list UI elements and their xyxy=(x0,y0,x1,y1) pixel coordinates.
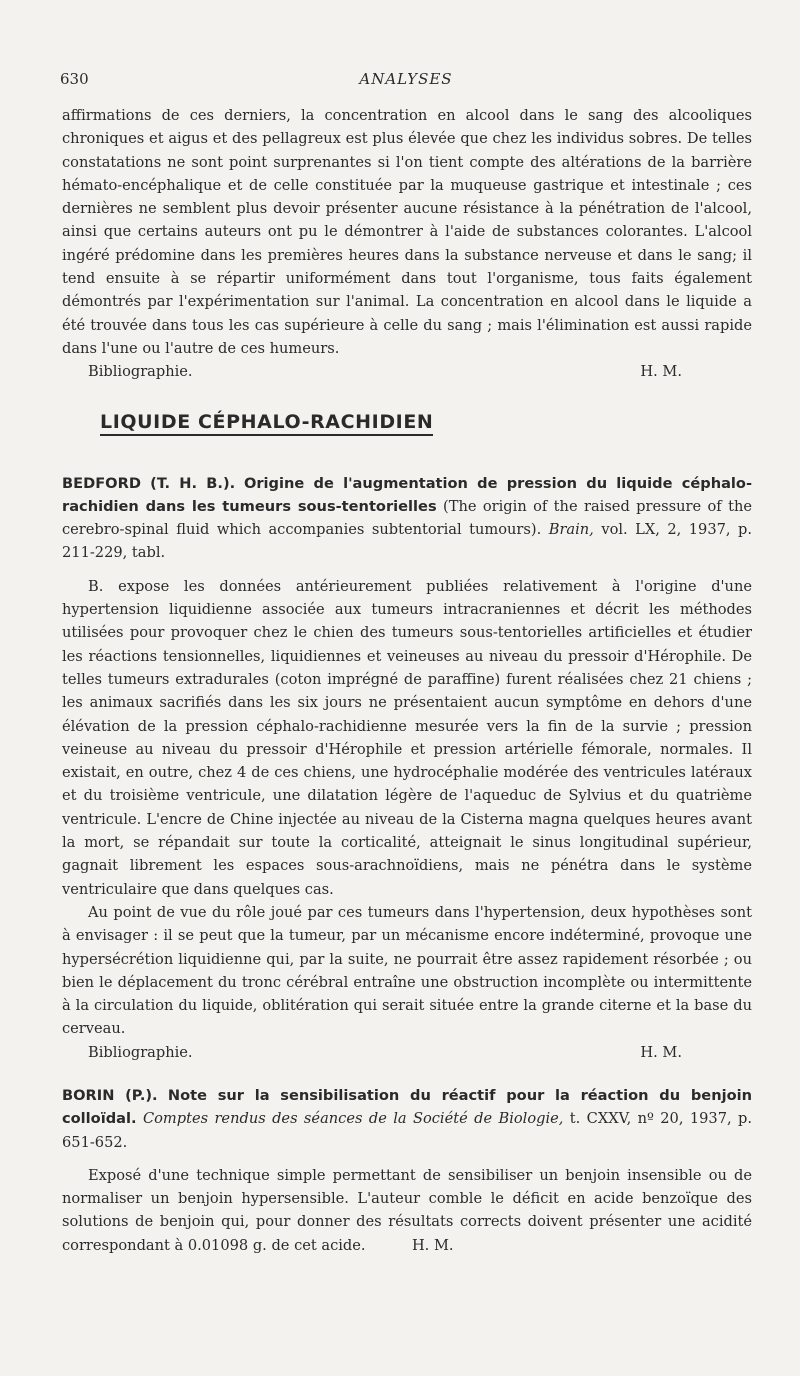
entry-borin-paragraph xyxy=(62,1164,752,1257)
intro-signature: H. M. xyxy=(640,363,682,381)
entry-borin-signature: H. M. xyxy=(411,1236,454,1254)
entry-borin-text: Exposé d'une technique simple permettant de sensibiliser un benjoin insensible ou de normaliser un benjoin hypersensible. L'auteur comble le déficit en acide benzoïque des solutions de benjoin qui, pour donner des résultats corrects doivent présenter une acidité correspondant à 0.01098 g. de cet acide. xyxy=(62,1166,752,1254)
entry-bedford-header xyxy=(62,472,752,565)
entry-borin-header xyxy=(62,1084,752,1154)
entry-title: Origine de l'augmentation de pression du liquide céphalo-rachidien dans les tumeurs sous-tentorielles xyxy=(62,474,753,515)
entry-bedford-paragraph-1: B. expose les données antérieurement publiées relativement à l'origine d'une hypertension liquidienne associée aux tumeurs intracraniennes et décrit les méthodes utilisées pour provoquer chez le chien des tumeurs sous-tentorielles artificielles et étudier les réactions tensionnelles, liquidiennes et veineuses au niveau du pressoir d'Hérophile. De telles tumeurs extradurales (coton imprégné de paraffine) furent réalisées chez 21 chiens ; les animaux sacrifiés dans les six jours ne présentaient aucun symptôme en dehors d'une élévation de la pression céphalo-rachidienne mesurée vers la fin de la survie ; pression veineuse au niveau du pressoir d'Hérophile et pression artérielle fémorale, normales. Il existait, en outre, chez 4 de ces chiens, une hydrocéphalie modérée des ventricules latéraux et du troisième ventricule, une dilatation légère de l'aqueduc de Sylvius et du quatrième ventricule. L'encre de Chine injectée au niveau de la Cisterna magna quelques heures avant la mort, se répandait sur toute la corticalité, atteignait le sinus longitudinal supérieur, gagnait librement les espaces sous-arachnoïdiens, mais ne pénétra dans le système ventriculaire que dans quelques cas. xyxy=(62,577,752,898)
entry-journal: Comptes rendus des séances de la Société de Biologie, xyxy=(142,1110,564,1128)
running-title: ANALYSES xyxy=(359,70,453,88)
intro-paragraph: affirmations de ces derniers, la concentration en alcool dans le sang des alcooliques chroniques et aigus et des pellagreux est plus élevée que chez les individus sobres. De telles constatations ne sont point surprenantes si l'on tient compte des altérations de la barrière hémato-encéphalique et de celle constituée par la muqueuse gastrique et intestinale ; ces dernières ne semblent plus devoir présenter aucune résistance à la pénétration de l'alcool, ainsi que certains auteurs ont pu le démontrer à l'aide de substances colorantes. L'alcool ingéré prédomine dans les premières heures dans la substance nerveuse et dans le sang; il tend ensuite à se répartir uniformément dans tout l'organisme, tous faits également démontrés par l'expérimentation sur l'animal. La concentration en alcool dans le liquide a été trouvée dans tous les cas supérieure à celle du sang ; mais l'élimination est aussi rapide dans l'une ou l'autre de ces humeurs. xyxy=(62,107,752,357)
running-header xyxy=(60,70,752,92)
article-body xyxy=(62,104,752,1257)
entry-title: Note sur la sensibilisation du réactif pour la réaction du benjoin colloïdal. xyxy=(62,1086,752,1128)
intro-bibliography: Bibliographie. xyxy=(88,363,193,381)
entry-author: BEDFORD (T. H. B.). xyxy=(62,474,236,492)
page-number: 630 xyxy=(60,70,89,88)
entry-bedford-signoff xyxy=(62,1041,752,1064)
section-title: LIQUIDE CÉPHALO-RACHIDIEN xyxy=(100,410,433,436)
entry-bedford-paragraph-2: Au point de vue du rôle joué par ces tumeurs dans l'hypertension, deux hypothèses sont à envisager : il se peut que la tumeur, par un mécanisme encore indéterminé, provoque une hypersécrétion liquidienne qui, par la suite, ne pourrait être assez rapidement résorbée ; ou bien le déplacement du tronc cérébral entraîne une obstruction incomplète ou intermittente à la circulation du liquide, oblitération qui serait située entre la grande citerne et la base du cerveau. xyxy=(62,903,752,1038)
entry-author: BORIN (P.). xyxy=(62,1086,158,1104)
intro-signoff xyxy=(62,360,752,383)
entry-signature: H. M. xyxy=(640,1043,682,1061)
entry-reference: t. CXXV, nº 20, 1937, p. 651-652. xyxy=(62,1110,753,1151)
entry-journal: Brain, xyxy=(548,521,594,539)
entry-bibliography: Bibliographie. xyxy=(88,1043,193,1061)
entry-reference: vol. LX, 2, 1937, p. 211-229, tabl. xyxy=(62,521,753,562)
entry-translation: (The origin of the raised pressure of the cerebro-spinal fluid which accompanies subtentorial tumours). xyxy=(62,497,752,539)
